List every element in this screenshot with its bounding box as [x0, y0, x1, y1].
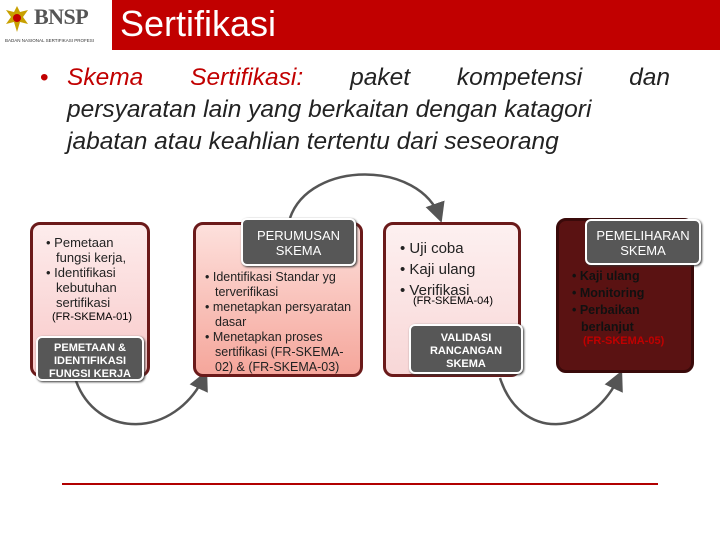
step-2-label: PERUMUSAN SKEMA [241, 218, 356, 266]
step-4-label: PEMELIHARAN SKEMA [585, 219, 701, 265]
arrow-2-to-3 [290, 175, 440, 219]
step-1-label: PEMETAAN & IDENTIFIKASI FUNGSI KERJA [36, 336, 144, 381]
step-1-item: • Identifikasi kebutuhan sertifikasi [46, 265, 117, 310]
definition-line-3: jabatan atau keahlian tertentu dari seseorang [67, 128, 559, 155]
step-3-code: (FR-SKEMA-04) [413, 295, 494, 307]
definition-line-1-text: paket kompetensi dan [350, 64, 671, 91]
logo-subtitle: BADAN NASIONAL SERTIFIKASI PROFESI [5, 38, 95, 43]
step-1-items [46, 235, 150, 310]
step-2-items [205, 270, 355, 375]
footer-divider [62, 483, 658, 485]
arrow-3-to-4 [500, 375, 620, 424]
step-3-label: VALIDASI RANCANGAN SKEMA [409, 324, 523, 374]
step-3-item: • Kaji ulang [400, 261, 476, 278]
page-title: Sertifikasi [120, 3, 277, 44]
step-4-item: • Kaji ulang [572, 269, 640, 283]
step-2-item: • Identifikasi Standar yg terverifikasi [205, 270, 336, 299]
definition-line-2: persyaratan lain yang berkaitan dengan katagori [67, 96, 592, 123]
logo-name: BNSP [34, 4, 89, 29]
step-4-item: • Monitoring [572, 286, 645, 300]
step-1-code: (FR-SKEMA-01) [52, 311, 133, 323]
step-4-code: (FR-SKEMA-05) [583, 335, 665, 347]
step-4-item: • Perbaikan berlanjut [572, 303, 640, 334]
step-4-items [572, 268, 692, 336]
definition-term: Skema Sertifikasi: [67, 64, 304, 91]
step-2-item: • menetapkan persyaratan dasar [205, 300, 352, 329]
arrow-1-to-2 [75, 375, 205, 424]
step-1-item: • Pemetaan fungsi kerja, [46, 235, 127, 265]
step-2-item: • Menetapkan proses sertifikasi (FR-SKEMA-02) & (FR-SKEMA-03) [205, 330, 344, 374]
bullet: • [40, 64, 49, 91]
step-3-item: • Verifikasi [400, 282, 470, 299]
step-3-item: • Uji coba [400, 240, 464, 257]
step-3-items [400, 238, 520, 301]
